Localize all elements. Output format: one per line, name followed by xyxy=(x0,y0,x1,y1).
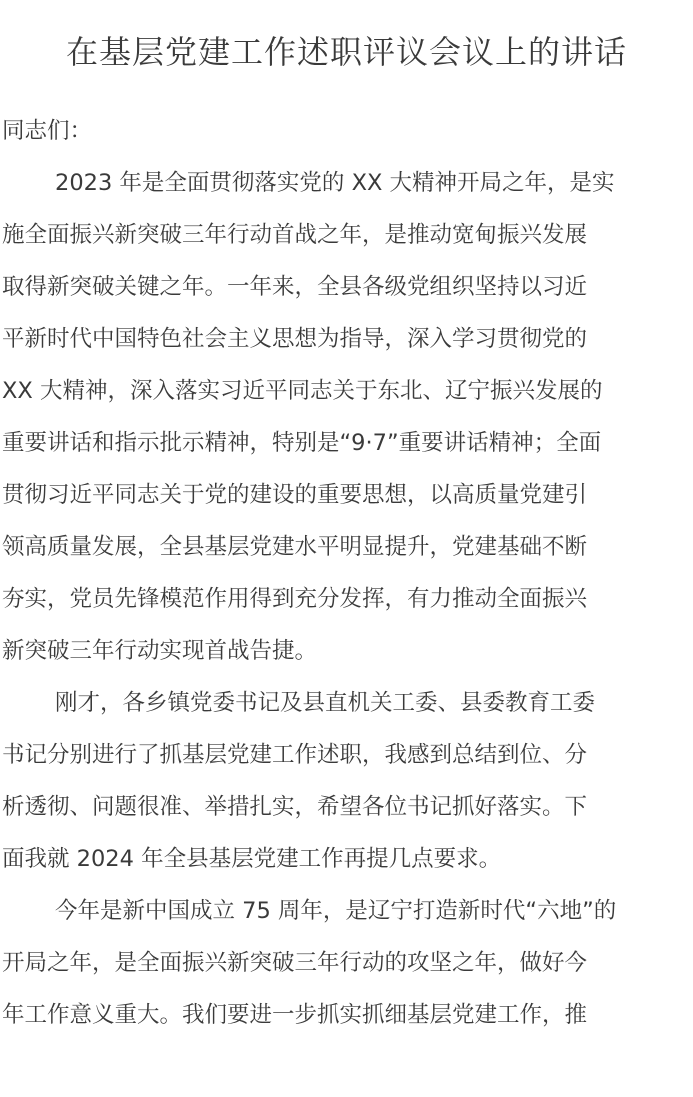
text-line: 平新时代中国特色社会主义思想为指导，深入学习贯彻党的 xyxy=(2,326,588,352)
text-line: XX 大精神，深入落实习近平同志关于东北、辽宁振兴发展的 xyxy=(2,378,603,404)
text-line: 贯彻习近平同志关于党的建设的重要思想，以高质量党建引 xyxy=(2,482,588,508)
text-line: 施全面振兴新突破三年行动首战之年，是推动宽甸振兴发展 xyxy=(2,222,588,248)
text-line: 今年是新中国成立 75 周年，是辽宁打造新时代“六地”的 xyxy=(55,898,617,924)
text-line: 年工作意义重大。我们要进一步抓实抓细基层党建工作，推 xyxy=(2,1002,588,1028)
text-line: 取得新突破关键之年。一年来，全县各级党组织坚持以习近 xyxy=(2,274,588,300)
document-title: 在基层党建工作述职评议会议上的讲话 xyxy=(65,33,627,71)
text-line: 夯实，党员先锋模范作用得到充分发挥，有力推动全面振兴 xyxy=(2,586,588,612)
text-line: 重要讲话和指示批示精神，特别是“9·7”重要讲话精神；全面 xyxy=(2,430,602,456)
text-line: 2023 年是全面贯彻落实党的 XX 大精神开局之年，是实 xyxy=(55,170,615,196)
salutation-line: 同志们： xyxy=(2,118,93,144)
text-line: 书记分别进行了抓基层党建工作述职，我感到总结到位、分 xyxy=(2,742,588,768)
text-line: 新突破三年行动实现首战告捷。 xyxy=(2,638,318,664)
text-line: 领高质量发展，全县基层党建水平明显提升，党建基础不断 xyxy=(2,534,588,560)
text-line: 面我就 2024 年全县基层党建工作再提几点要求。 xyxy=(2,846,502,872)
text-line: 开局之年，是全面振兴新突破三年行动的攻坚之年，做好今 xyxy=(2,950,588,976)
text-line: 析透彻、问题很准、举措扎实，希望各位书记抓好落实。下 xyxy=(2,794,588,820)
text-line: 刚才，各乡镇党委书记及县直机关工委、县委教育工委 xyxy=(55,690,596,716)
